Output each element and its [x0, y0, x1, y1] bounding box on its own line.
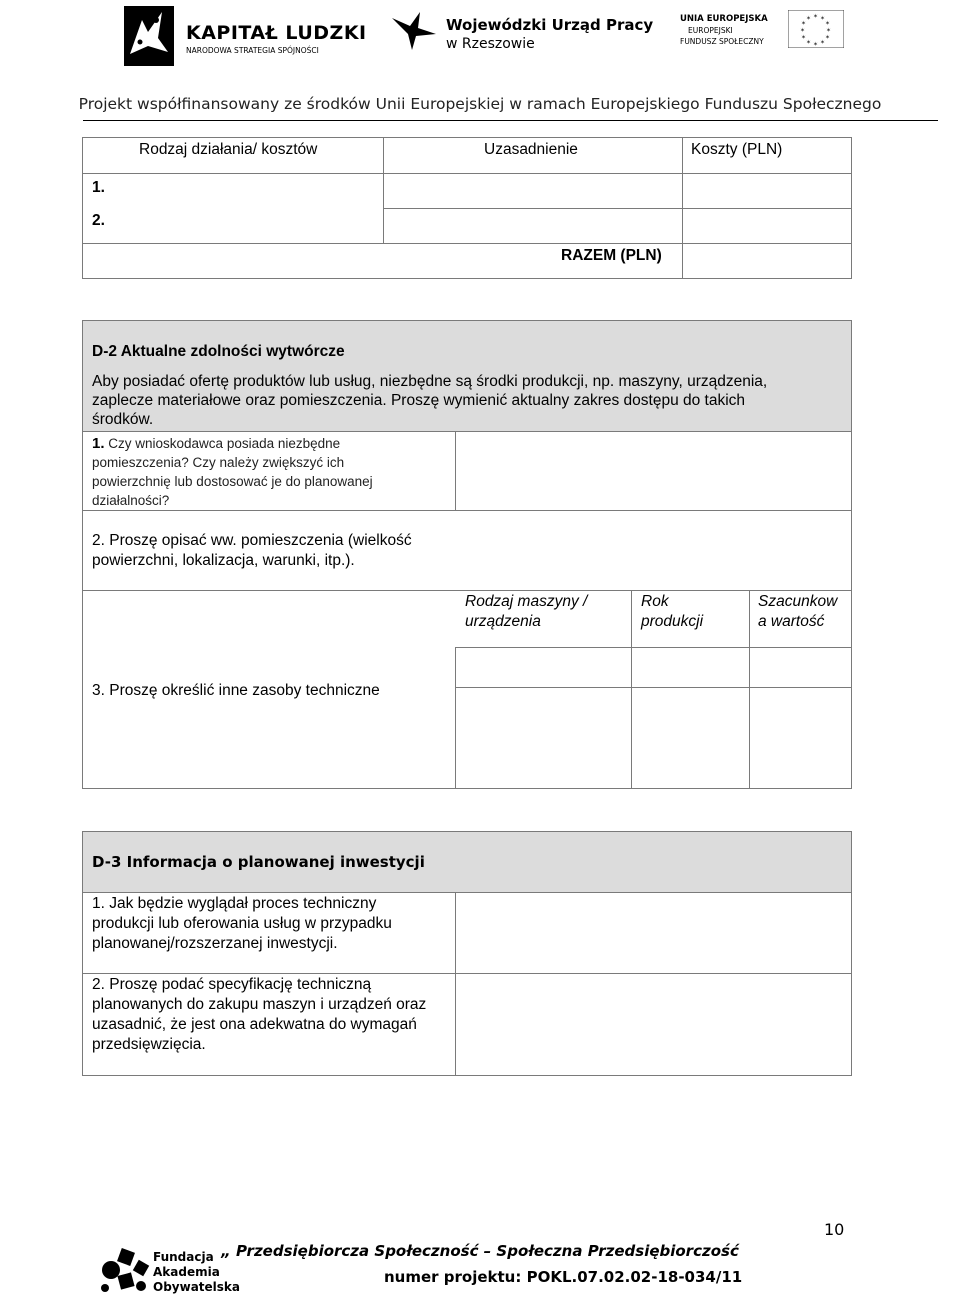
d2-q2-line1: 2. Proszę opisać ww. pomieszczenia (wielkość: [92, 532, 412, 549]
d2-q3-text: 3. Proszę określić inne zasoby techniczne: [92, 682, 380, 699]
svg-text:✶: ✶: [820, 16, 826, 22]
kl-title: KAPITAŁ LUDZKI: [186, 22, 367, 44]
d2-col-year-line2: produkcji: [641, 613, 704, 630]
d2-vline-machine-left: [455, 647, 456, 788]
footer-project-number: numer projektu: POKL.07.02.02-18-034/11: [384, 1268, 743, 1286]
d3-q2-line3: uzasadnić, że jest ona adekwatna do wymagań: [92, 1016, 417, 1033]
d2-col-value-line2: a wartość: [758, 613, 825, 630]
cost-col-type-header: Rodzaj działania/ kosztów: [139, 141, 318, 158]
d3-q1-line3: planowanej/rozszerzanej inwestycji.: [92, 935, 338, 952]
d2-col-value-header: [758, 592, 837, 632]
d3-section: [82, 831, 852, 1076]
wup-line1: Wojewódzki Urząd Pracy: [446, 16, 654, 34]
fao-line1: Fundacja: [153, 1250, 214, 1264]
d2-hline-machine-header: [455, 647, 851, 648]
svg-text:✶: ✶: [800, 28, 806, 34]
cost-table: [82, 137, 852, 279]
cost-hline-1: [83, 173, 851, 174]
cost-col-justification-header: Uzasadnienie: [484, 141, 578, 158]
d2-intro-line2: zaplecze materiałowe oraz pomieszczenia. Proszę wymienić aktualny zakres dostępu do takich: [92, 392, 746, 409]
d2-intro-line1: Aby posiadać ofertę produktów lub usług, niezbędne są środki produkcji, np. maszyny, urządzenia,: [92, 373, 768, 390]
cost-row-1-number: 1.: [92, 179, 105, 196]
d3-q1-line2: produkcji lub oferowania usług w przypadku: [92, 915, 392, 932]
d3-q2-answer-field[interactable]: [456, 974, 851, 1075]
d3-title: D-3 Informacja o planowanej inwestycji: [92, 853, 425, 871]
svg-text:✶: ✶: [813, 14, 819, 20]
d2-hline-q1: [83, 510, 851, 511]
kapital-ludzki-icon: [118, 2, 180, 70]
header-divider: [83, 120, 938, 121]
d2-col-machine-header: [465, 592, 587, 632]
d2-q1-line3: powierzchnię lub dostosować je do planowanej: [92, 474, 373, 489]
svg-text:✶: ✶: [801, 21, 807, 27]
cost-row-2-number: 2.: [92, 212, 105, 229]
d3-vline: [455, 892, 456, 1075]
ue-line3: FUNDUSZ SPOŁECZNY: [680, 37, 764, 46]
d2-col-value-line1: Szacunkow: [758, 593, 838, 610]
project-cofinanced-text: Projekt współfinansowany ze środków Unii Europejskiej w ramach Europejskiego Funduszu Społecznego: [78, 95, 882, 113]
svg-text:✶: ✶: [825, 35, 831, 41]
eu-flag-icon: [788, 10, 844, 48]
ue-line2: EUROPEJSKI: [688, 26, 733, 35]
page-number: 10: [824, 1220, 845, 1239]
d3-q2-line1: 2. Proszę podać specyfikację techniczną: [92, 976, 372, 993]
d2-q1-number: 1.: [92, 435, 105, 452]
bird-icon: [390, 8, 438, 52]
d2-q2-line2: powierzchni, lokalizacja, warunki, itp.).: [92, 552, 355, 569]
svg-text:✶: ✶: [813, 42, 819, 48]
d2-q1-line1: Czy wnioskodawca posiada niezbędne: [104, 436, 341, 451]
ue-line1: UNIA EUROPEJSKA: [680, 14, 768, 24]
svg-text:✶: ✶: [806, 16, 812, 22]
footer-slogan: „ Przedsiębiorcza Społeczność – Społeczna Przedsiębiorczość: [221, 1242, 739, 1260]
svg-text:✶: ✶: [801, 35, 807, 41]
eu-logo: [680, 10, 845, 52]
d2-hline-machine-row1: [455, 687, 851, 688]
cost-hline-2: [383, 208, 851, 209]
d2-intro-line3: środków.: [92, 411, 154, 428]
d3-q2-line2: planowanych do zakupu maszyn i urządzeń oraz: [92, 996, 427, 1013]
cost-vline-1: [383, 138, 384, 243]
d2-q1-text: [92, 434, 432, 510]
d2-title: D-2 Aktualne zdolności wytwórcze: [92, 343, 345, 360]
d2-hline-q2: [83, 590, 851, 591]
d2-q1-answer-field[interactable]: [455, 432, 851, 510]
cost-hline-3: [83, 243, 851, 244]
d3-q1-line1: 1. Jak będzie wyglądał proces techniczny: [92, 895, 377, 912]
kl-subtitle: NARODOWA STRATEGIA SPÓJNOŚCI: [186, 46, 319, 55]
d2-q1-line4: działalności?: [92, 493, 170, 508]
cost-vline-2: [682, 138, 683, 278]
d2-vline-machine-3: [749, 590, 750, 788]
d2-col-year-header: [641, 592, 703, 632]
fao-line3: Obywatelska: [153, 1280, 241, 1294]
wup-logo: [390, 8, 654, 58]
svg-text:✶: ✶: [820, 40, 826, 46]
wup-line2: w Rzeszowie: [446, 36, 535, 52]
svg-text:✶: ✶: [806, 40, 812, 46]
d3-q2-line4: przedsięwzięcia.: [92, 1036, 206, 1053]
cost-col-costs-header: Koszty (PLN): [691, 141, 783, 158]
d2-vline-q1: [455, 431, 456, 510]
cost-total-label: RAZEM (PLN): [561, 247, 662, 264]
d2-vline-machine-2: [631, 590, 632, 788]
d3-q1-answer-field[interactable]: [456, 893, 851, 973]
d2-col-machine-line1: Rodzaj maszyny /: [465, 593, 588, 610]
svg-text:✶: ✶: [825, 21, 831, 27]
svg-text:✶: ✶: [826, 28, 832, 34]
d2-section: [82, 320, 852, 789]
kapital-ludzki-logo: [118, 2, 367, 72]
d3-q2-text: [92, 975, 426, 1055]
d2-col-year-line1: Rok: [641, 593, 669, 610]
d3-q1-text: [92, 894, 392, 954]
d2-col-machine-line2: urządzenia: [465, 613, 541, 630]
fao-line2: Akademia: [153, 1265, 220, 1279]
d2-q1-line2: pomieszczenia? Czy należy zwiększyć ich: [92, 455, 345, 470]
